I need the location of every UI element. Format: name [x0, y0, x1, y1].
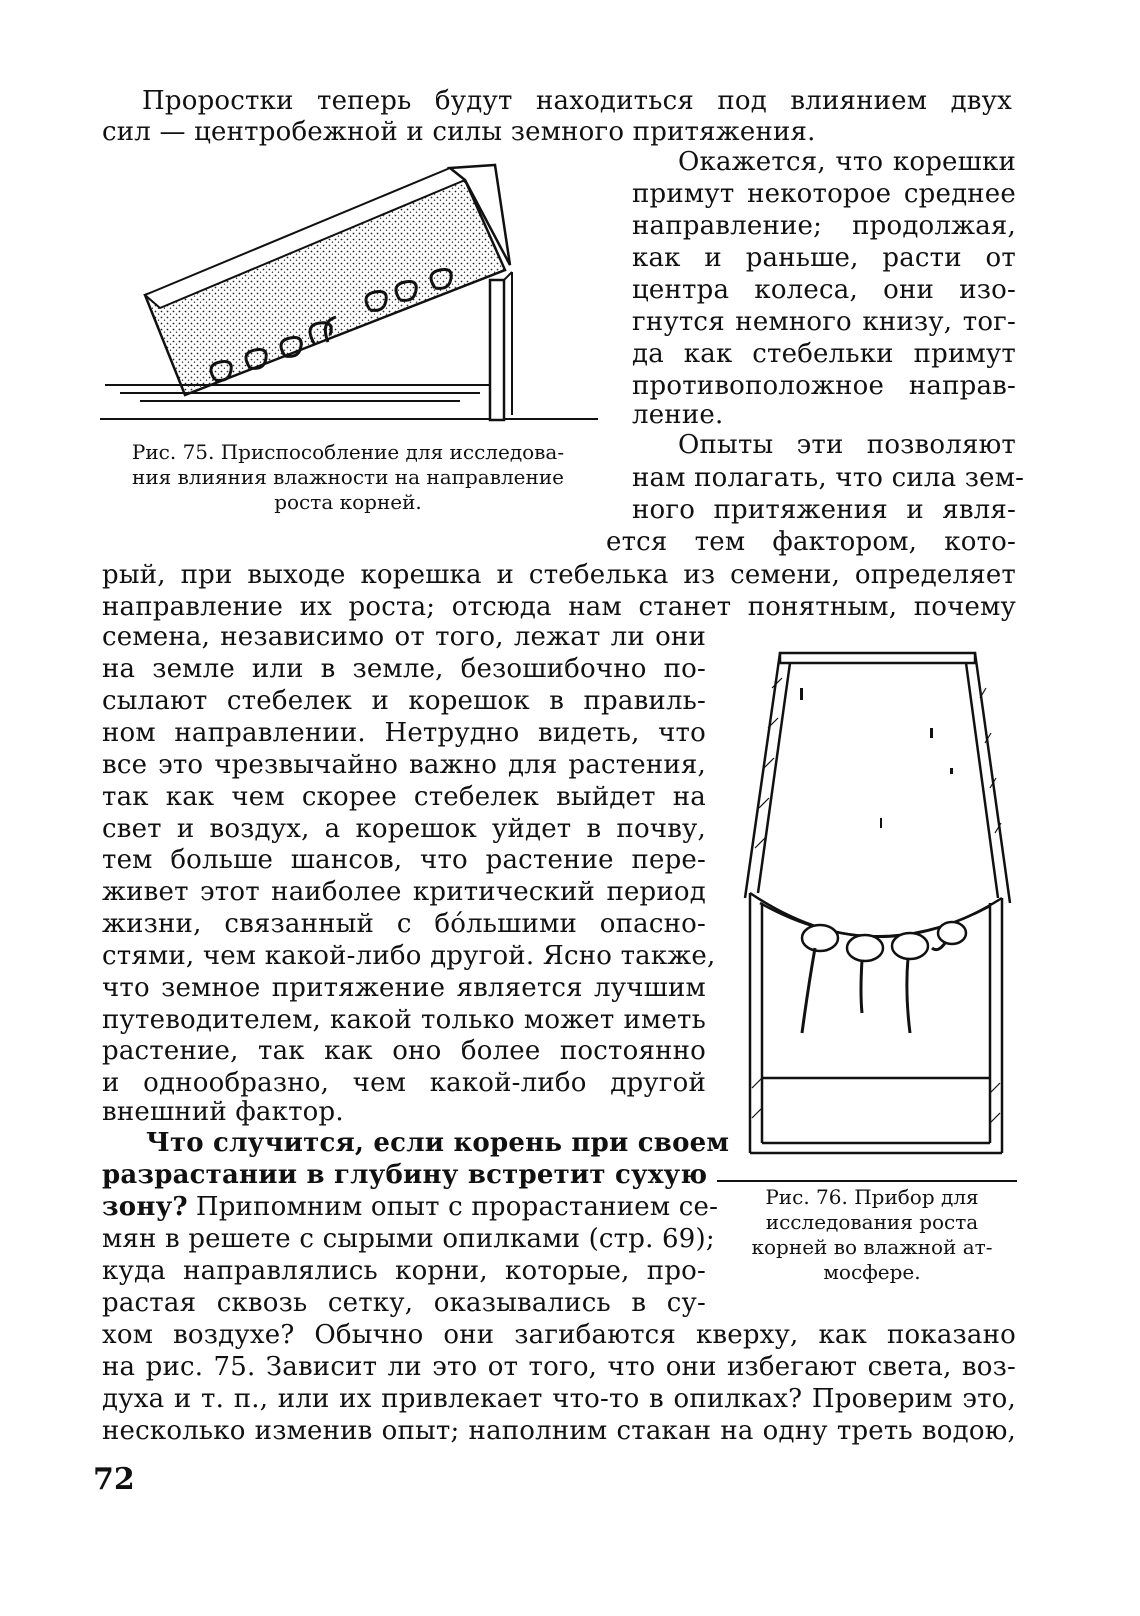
text-line: нам полагать, что сила зем- [632, 463, 1025, 493]
text-line: живет этот наиболее критический период [102, 877, 706, 907]
text-line: путеводителем, какой только может иметь [102, 1005, 706, 1035]
text-line: Проростки теперь будут находиться под влиянием двух [142, 86, 1012, 116]
text-line: семена, независимо от того, лежат ли они [102, 622, 706, 652]
text-line: на рис. 75. Зависит ли это от того, что они избегают света, воз- [102, 1352, 1016, 1382]
text-line: и однообразно, чем какой-либо другой [102, 1068, 706, 1098]
text-line: сылают стебелек и корешок в правиль- [102, 686, 706, 716]
text-line: на земле или в земле, безошибочно по- [102, 654, 706, 684]
figure-75-illustration [100, 160, 600, 430]
question-continuation: Припомним опыт с прорастанием се- [195, 1192, 719, 1222]
text-line: рый, при выходе корешка и стебелька из семени, определяет [102, 560, 1016, 590]
text-line: противоположное направ- [632, 371, 1016, 401]
figure-75-caption-line: роста корней. [274, 490, 422, 514]
page-number: 72 [93, 1462, 135, 1497]
figure-75-caption-line: Рис. 75. Приспособление для исследова- [131, 440, 565, 464]
text-line: стями, чем какой-либо другой. Ясно также, [102, 941, 716, 971]
text-line: ется тем фактором, кото- [606, 527, 1016, 557]
text-line: внешний фактор. [102, 1097, 344, 1127]
text-line: примут некоторое среднее [632, 179, 1016, 209]
question-end: зону? [102, 1192, 188, 1222]
text-line: так как чем скорее стебелек выйдет на [102, 782, 706, 812]
text-line: куда направлялись корни, которые, про- [102, 1256, 706, 1286]
text-line: ном направлении. Нетрудно видеть, что [102, 718, 706, 748]
text-line [102, 1192, 719, 1222]
text-line: Опыты эти позволяют [678, 430, 1016, 460]
text-line: растая сквозь сетку, оказывались в су- [102, 1288, 706, 1318]
text-line: гнутся немного книзу, тог- [632, 307, 1016, 337]
text-line: духа и т. п., или их привлекает что-то в опилках? Проверим это, [102, 1384, 1016, 1414]
text-line-bold: разрастании в глубину встретит сухую [102, 1160, 708, 1190]
text-line: растение, так как оно более постоянно [102, 1036, 706, 1066]
text-line: несколько изменив опыт; наполним стакан на одну треть водою, [102, 1416, 1016, 1446]
text-line: центра колеса, они изо- [632, 275, 1016, 305]
figure-76-caption-line: исследования роста [765, 1210, 979, 1234]
text-line: сил — центробежной и силы земного притяжения. [102, 117, 816, 147]
text-line: что земное притяжение является лучшим [102, 973, 706, 1003]
text-line: да как стебельки примут [632, 339, 1016, 369]
text-line: свет и воздух, а корешок уйдет в почву, [102, 814, 706, 844]
figure-76-rule [717, 1180, 1017, 1182]
text-line: ление. [632, 400, 724, 430]
text-line: мян в решете с сырыми опилками (стр. 69); [102, 1224, 715, 1254]
figure-75-caption-line: ния влияния влажности на направление [131, 465, 564, 489]
figure-76-caption-line: Рис. 76. Прибор для [765, 1185, 979, 1209]
text-line: Окажется, что корешки [678, 147, 1016, 177]
text-line: как и раньше, расти от [632, 243, 1016, 273]
text-line: направление их роста; отсюда нам станет понятным, почему [102, 592, 1016, 622]
text-line: направление; продолжая, [632, 211, 1016, 241]
text-line: все это чрезвычайно важно для растения, [102, 750, 706, 780]
text-line-bold: Что случится, если корень при своем [146, 1128, 730, 1158]
text-line: ного притяжения и явля- [632, 495, 1016, 525]
figure-76-caption-line: мосфере. [823, 1260, 921, 1284]
text-line: тем больше шансов, что растение пере- [102, 845, 706, 875]
text-line: хом воздухе? Обычно они загибаются кверху, как показано [102, 1320, 1016, 1350]
text-line: жизни, связанный с бо́льшими опасно- [102, 909, 706, 939]
figure-76-illustration [720, 648, 1020, 1178]
figure-76-caption-line: корней во влажной ат- [751, 1235, 993, 1259]
